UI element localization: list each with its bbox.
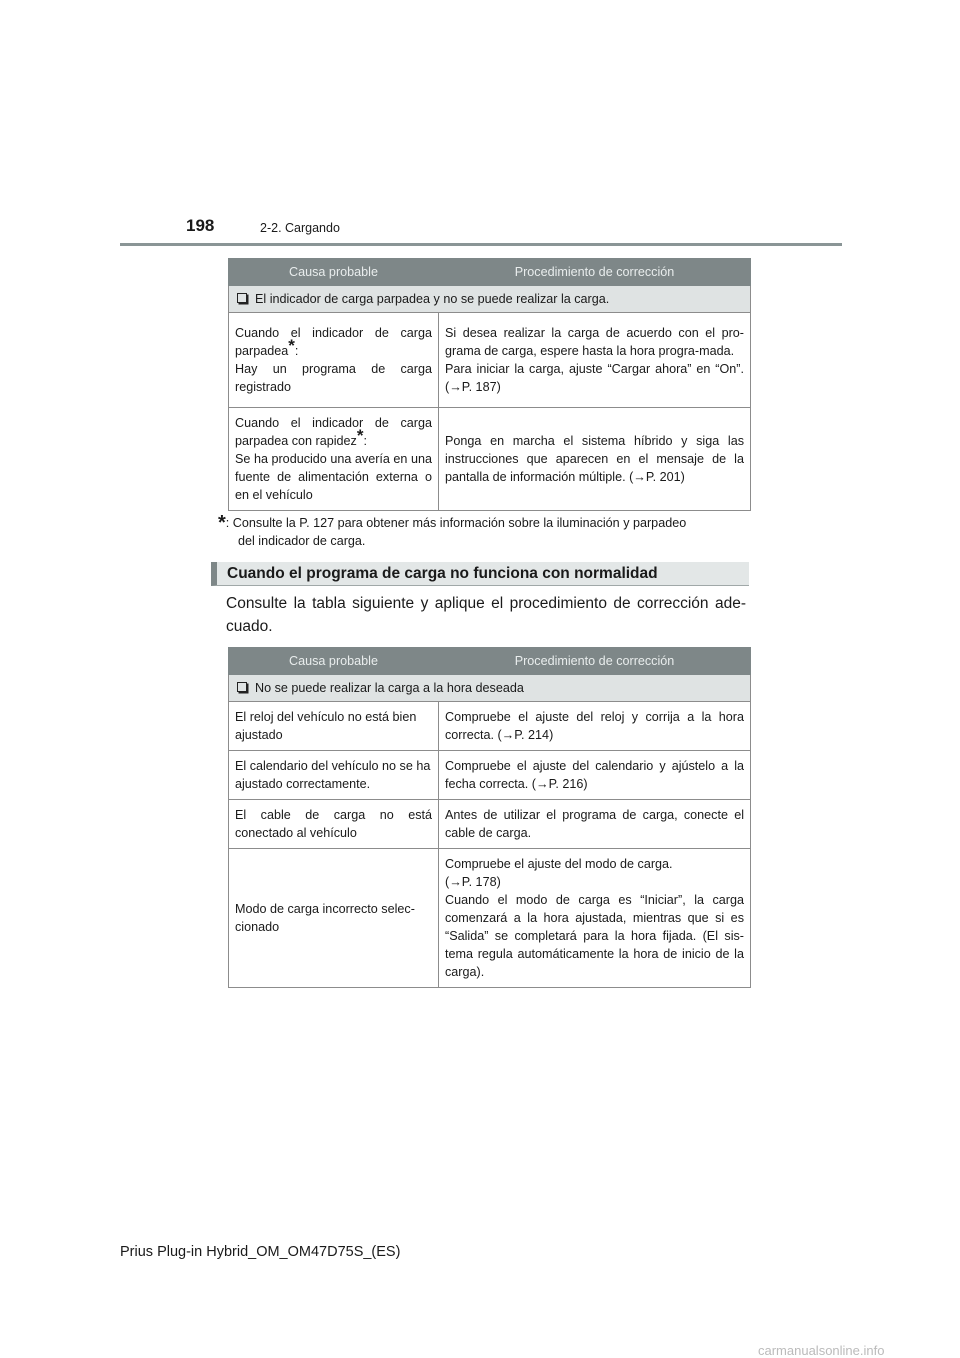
table-row xyxy=(229,751,751,800)
cause-cell: El reloj del vehículo no está bien ajustado xyxy=(229,702,439,751)
cause-cell: Cuando el indicador de carga parpadea con rapidez*: Se ha producido una avería en una fuente de alimentación externa o en el vehículo xyxy=(229,408,439,511)
table-header-row xyxy=(229,259,751,286)
cause-cell: El cable de carga no está conectado al vehículo xyxy=(229,800,439,849)
table-row xyxy=(229,408,751,511)
troubleshooting-table-schedule xyxy=(228,647,751,988)
section-title: 2-2. Cargando xyxy=(260,221,340,235)
table-row xyxy=(229,313,751,408)
procedure-cell: Compruebe el ajuste del reloj y corrija a la hora correcta. (→P. 214) xyxy=(439,702,751,751)
asterisk-marker: * xyxy=(288,336,295,355)
footnote xyxy=(218,514,744,550)
table-row xyxy=(229,800,751,849)
manual-identifier: Prius Plug-in Hybrid_OM_OM47D75S_(ES) xyxy=(120,1244,401,1260)
condition-row xyxy=(229,675,751,702)
section-heading xyxy=(211,562,749,586)
section-heading-text: Cuando el programa de carga no funciona con normalidad xyxy=(227,565,658,582)
cause-cell: Modo de carga incorrecto selec-cionado xyxy=(229,849,439,988)
footnote-line-2: del indicador de carga. xyxy=(238,534,366,548)
cause-cell: El calendario del vehículo no se ha ajustado correctamente. xyxy=(229,751,439,800)
watermark: carmanualsonline.info xyxy=(758,1343,885,1358)
column-header-procedure: Procedimiento de corrección xyxy=(439,259,751,286)
condition-row xyxy=(229,286,751,313)
condition-text: No se puede realizar la carga a la hora deseada xyxy=(255,681,524,695)
body-paragraph: Consulte la tabla siguiente y aplique el procedimiento de corrección ade-cuado. xyxy=(226,595,746,635)
procedure-cell: Compruebe el ajuste del calendario y ajústelo a la fecha correcta. (→P. 216) xyxy=(439,751,751,800)
page-number: 198 xyxy=(186,216,215,235)
table-header-row xyxy=(229,648,751,675)
column-header-procedure: Procedimiento de corrección xyxy=(439,648,751,675)
procedure-cell: Ponga en marcha el sistema híbrido y siga las instrucciones que aparecen en el mensaje de la pantalla de información múltiple. (→P. 201) xyxy=(439,408,751,511)
table-row xyxy=(229,702,751,751)
table-row xyxy=(229,849,751,988)
footnote-line-1: : Consulte la P. 127 para obtener más información sobre la iluminación y parpadeo xyxy=(225,516,687,530)
procedure-cell: Si desea realizar la carga de acuerdo con el pro-grama de carga, espere hasta la hora progra-mada. Para iniciar la carga, ajuste “Cargar ahora” en “On”. (→P. 187) xyxy=(439,313,751,408)
checkbox-bullet-icon xyxy=(237,682,247,692)
troubleshooting-table-indicator xyxy=(228,258,751,511)
cause-cell: Cuando el indicador de carga parpadea*: Hay un programa de carga registrado xyxy=(229,313,439,408)
header-divider xyxy=(120,243,842,246)
column-header-cause: Causa probable xyxy=(229,259,439,286)
footnote-asterisk: * xyxy=(218,512,226,534)
procedure-cell: Compruebe el ajuste del modo de carga. (→P. 178) Cuando el modo de carga es “Iniciar”, la carga comenzará a la hora ajustada, mientras que si es “Salida” se completará para la hora fijada. (El sis-tema regula automáticamente la hora de inicio de la carga). xyxy=(439,849,751,988)
asterisk-marker: * xyxy=(356,426,364,445)
procedure-cell: Antes de utilizar el programa de carga, conecte el cable de carga. xyxy=(439,800,751,849)
checkbox-bullet-icon xyxy=(237,293,247,303)
condition-text: El indicador de carga parpadea y no se puede realizar la carga. xyxy=(255,292,610,306)
column-header-cause: Causa probable xyxy=(229,648,439,675)
